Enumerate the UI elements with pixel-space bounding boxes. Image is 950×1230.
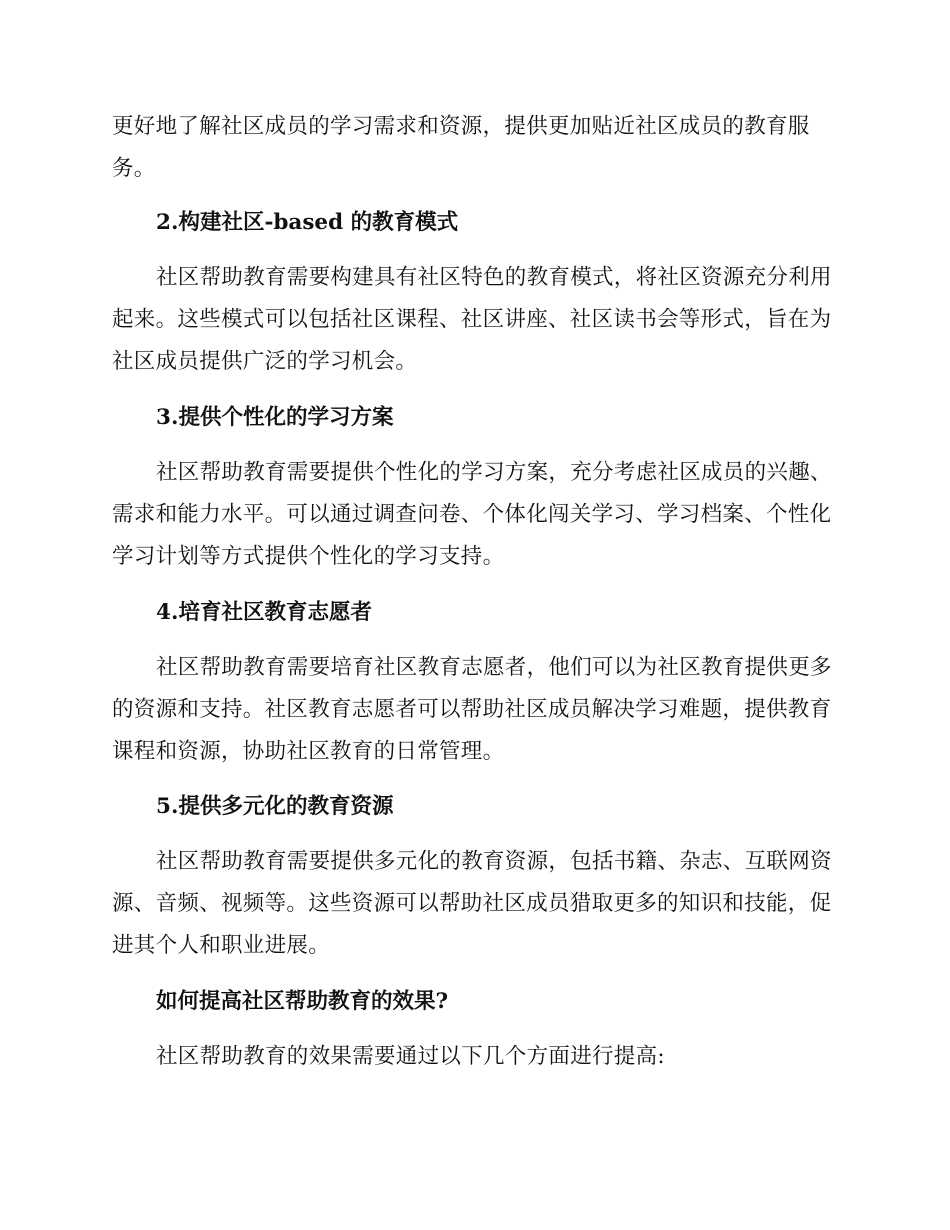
text-line: 进其个人和职业进展。 [112,933,331,958]
text-line: 起来。这些模式可以包括社区课程、社区讲座、社区读书会等形式，旨在为 [112,307,832,332]
section-heading-6: 如何提高社区帮助教育的效果? [156,989,449,1014]
paragraph-section-5 [112,841,832,967]
text-line: 社区帮助教育需要构建具有社区特色的教育模式，将社区资源充分利用 [156,265,832,290]
text-line: 社区帮助教育需要提供个性化的学习方案，充分考虑社区成员的兴趣、 [156,460,832,485]
text-line: 学习计划等方式提供个性化的学习支持。 [112,544,505,569]
text-line: 社区帮助教育的效果需要通过以下几个方面进行提高: [156,1044,665,1069]
section-heading-4: 4.培育社区教育志愿者 [156,600,372,625]
text-line: 源、音频、视频等。这些资源可以帮助社区成员猎取更多的知识和技能，促 [112,891,832,916]
section-heading-2: 2.构建社区-based 的教育模式 [156,210,459,235]
section-heading-5: 5.提供多元化的教育资源 [156,794,394,819]
text-line: 社区成员提供广泛的学习机会。 [112,349,418,374]
text-line: 课程和资源，协助社区教育的日常管理。 [112,739,505,764]
text-line: 的资源和支持。社区教育志愿者可以帮助社区成员解决学习难题，提供教育 [112,697,832,722]
paragraph-section-6 [112,1036,832,1078]
section-heading-3: 3.提供个性化的学习方案 [156,405,394,430]
text-line: 需求和能力水平。可以通过调查问卷、个体化闯关学习、学习档案、个性化 [112,502,832,527]
text-line: 社区帮助教育需要培育社区教育志愿者，他们可以为社区教育提供更多 [156,655,832,680]
paragraph-section-2 [112,257,832,383]
text-line: 更好地了解社区成员的学习需求和资源，提供更加贴近社区成员的教育服 [112,114,810,139]
text-line: 社区帮助教育需要提供多元化的教育资源，包括书籍、杂志、互联网资 [156,849,832,874]
text-line: 务。 [112,156,156,181]
paragraph-continuation [112,106,832,190]
paragraph-section-4 [112,647,832,773]
paragraph-section-3 [112,452,832,578]
